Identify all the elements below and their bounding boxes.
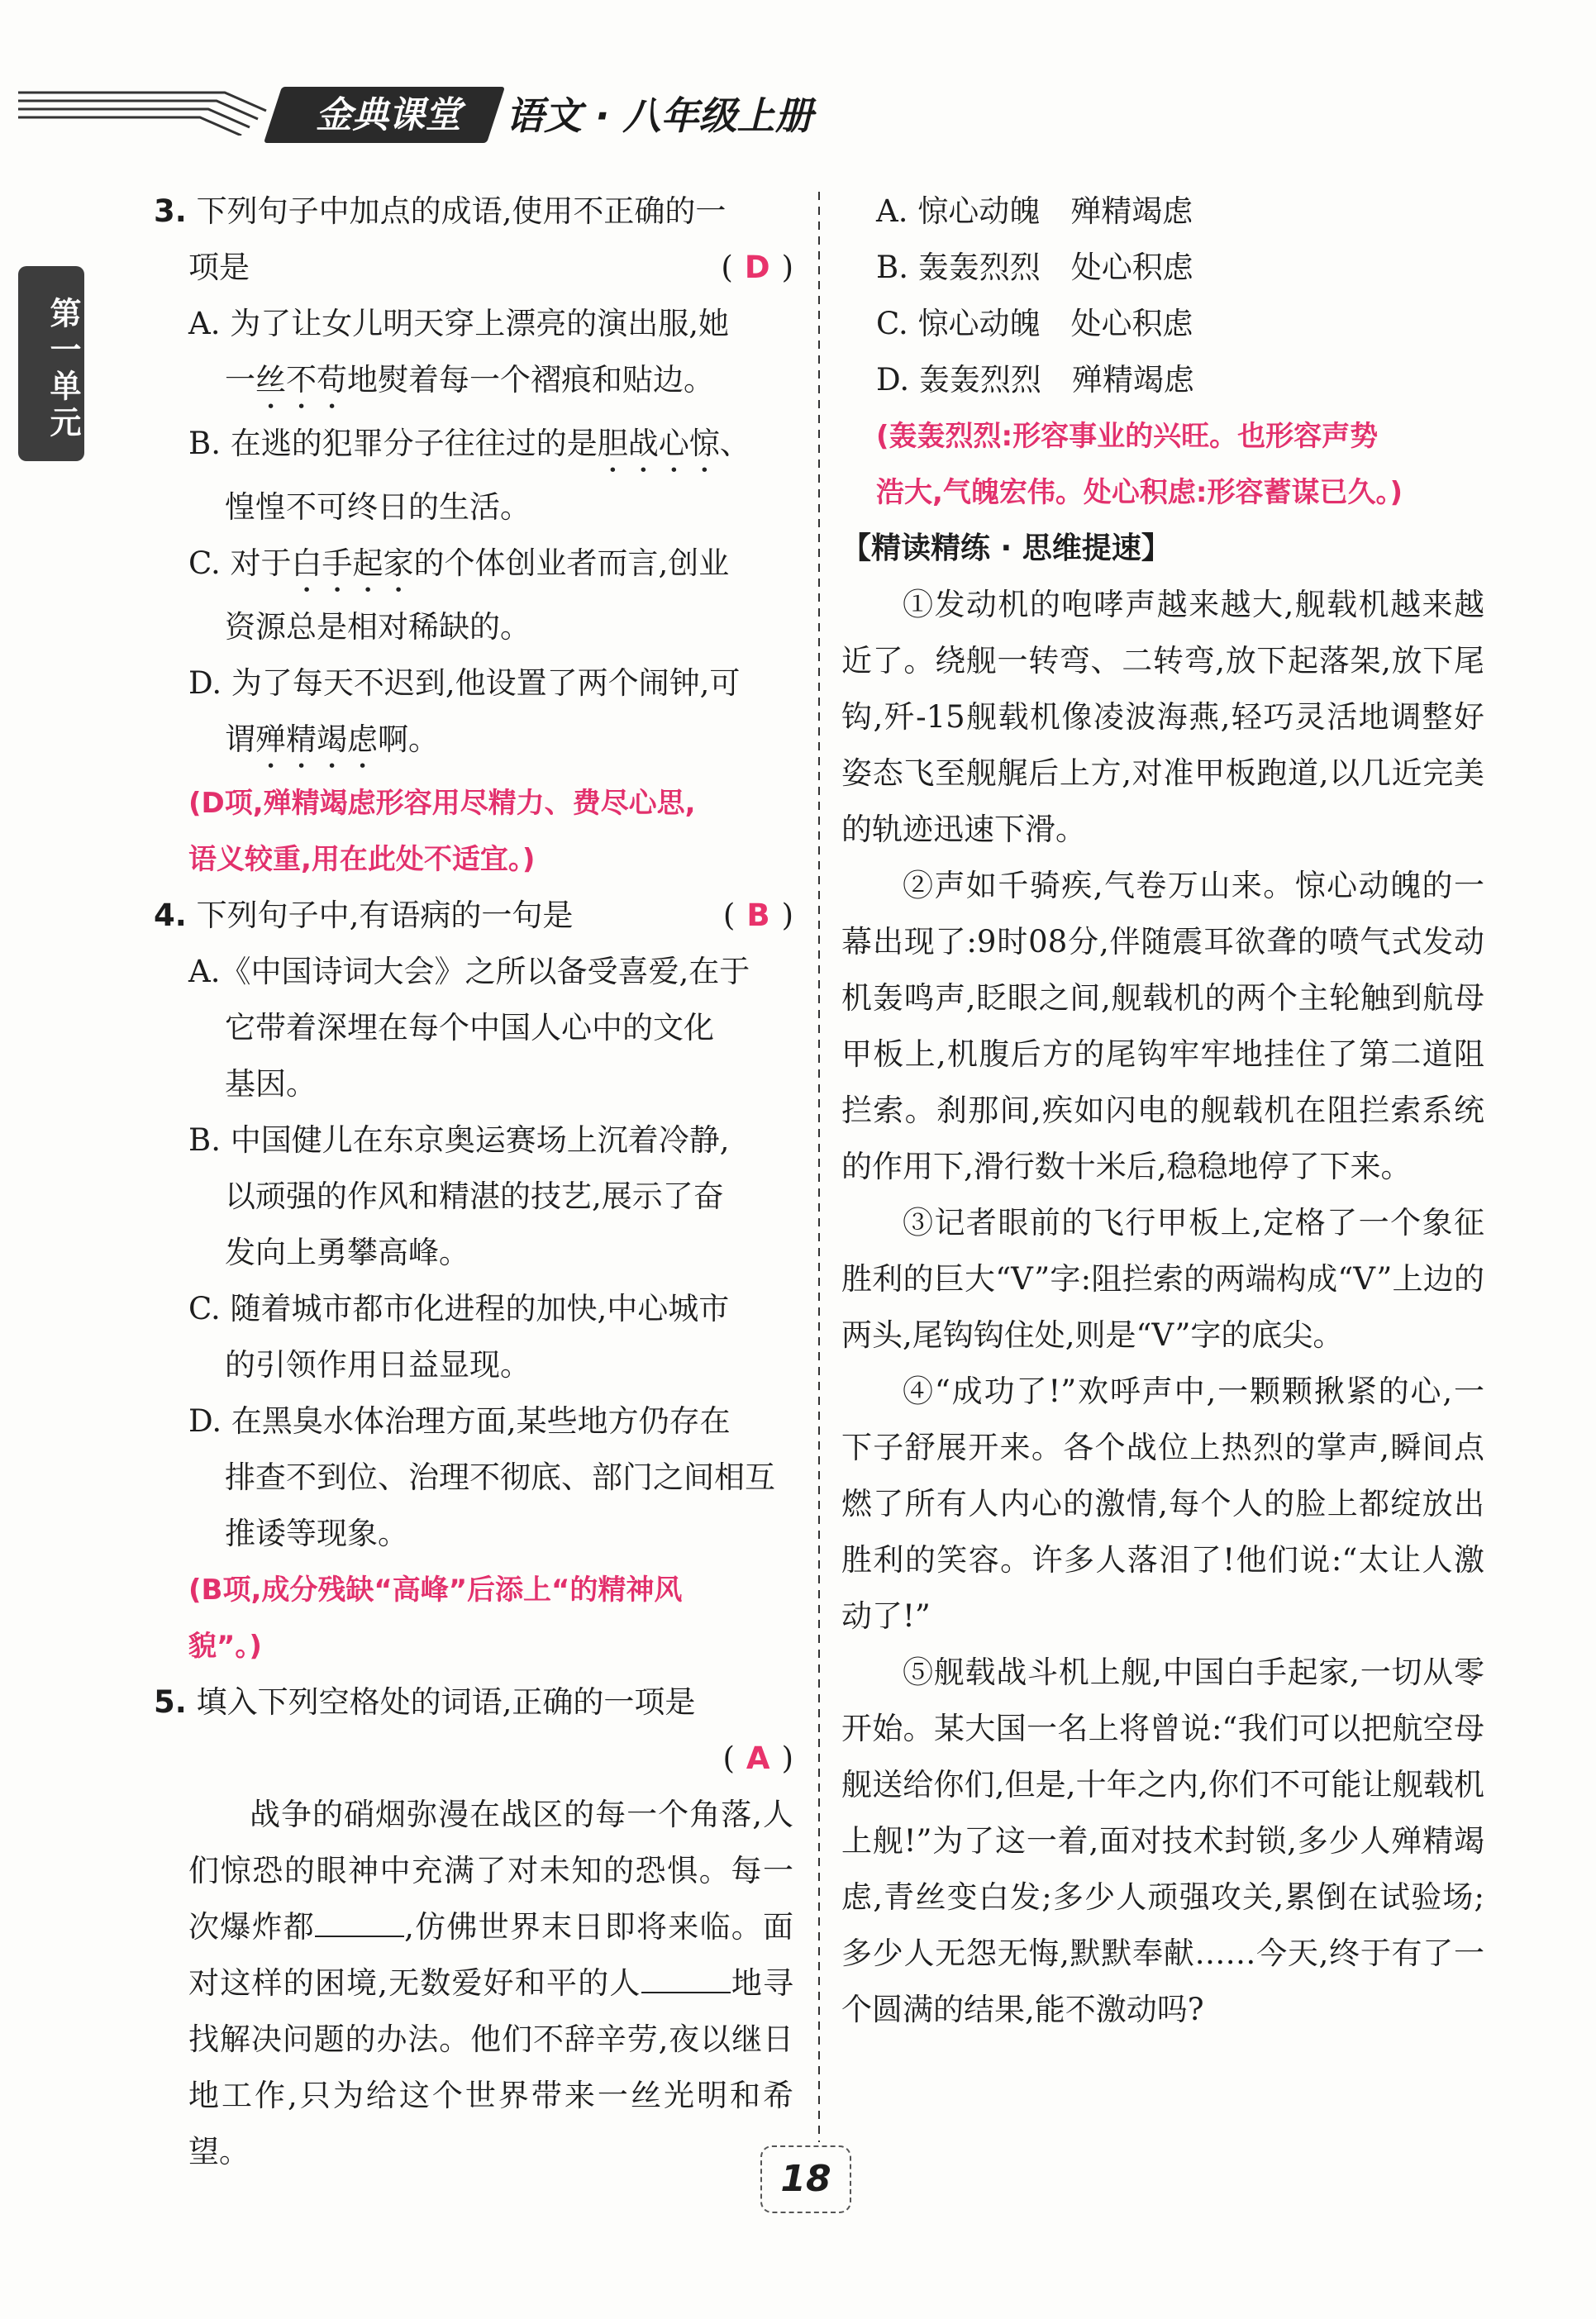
question-number: 4. — [154, 898, 187, 933]
answer-note: (轰轰烈烈:形容事业的兴旺。也形容声势 — [876, 420, 1379, 453]
reading-passage — [841, 577, 1484, 2038]
answer-bracket: ( D ) — [721, 250, 793, 285]
option-b-cont: 以顽强的作风和精湛的技艺,展示了奋 — [225, 1179, 724, 1214]
option-d: D. 轰轰烈烈 殚精竭虑 — [876, 362, 1194, 398]
paragraph-3: ③记者眼前的飞行甲板上,定格了一个象征胜利的巨大“V”字:阻拦索的两端构成“V”上边的两头,尾钩钩住处,则是“V”字的底尖。 — [841, 1205, 1484, 1353]
answer-note: 语义较重,用在此处不适宜。) — [188, 843, 536, 876]
answer-note: (D项,殚精竭虑形容用尽精力、费尽心思, — [188, 787, 696, 820]
option-c: C. 对于白手起家的个体创业者而言,创业 — [188, 545, 730, 581]
option-c-cont: 的引领作用日益显现。 — [225, 1347, 531, 1383]
question-stem: 下列句子中加点的成语,使用不正确的一 — [196, 193, 727, 229]
paragraph-4: ④“成功了!”欢呼声中,一颗颗揪紧的心,一下子舒展开来。各个战位上热烈的掌声,瞬间点燃了所有人内心的激情,每个人的脸上都绽放出胜利的笑容。许多人落泪了!他们说:“太让人激动了!” — [841, 1374, 1484, 1634]
option-c-cont: 资源总是相对稀缺的。 — [225, 609, 531, 645]
answer: D — [744, 250, 770, 285]
page-number: 18 — [760, 2145, 851, 2213]
answer-bracket: ( B ) — [722, 898, 793, 933]
header-title: 语文 · 八年级上册 — [506, 93, 813, 138]
option-a-cont: 一丝不苟地熨着每一个褶痕和贴边。 — [225, 362, 714, 398]
unit-tab: 第一单元 — [18, 266, 84, 461]
header-badge: 金典课堂 — [316, 94, 461, 136]
option-c: C. 惊心动魄 处心积虑 — [876, 306, 1193, 341]
header-decoration-lines — [18, 86, 291, 136]
question-number: 5. — [154, 1684, 187, 1720]
question-stem: 下列句子中,有语病的一句是 — [196, 898, 574, 933]
blank-2 — [641, 1967, 731, 1993]
dotted-idiom: 胆战心惊 — [597, 426, 720, 461]
option-a-cont: 它带着深埋在每个中国人心中的文化 — [225, 1010, 714, 1045]
paragraph-1: ①发动机的咆哮声越来越大,舰载机越来越近了。绕舰一转弯、二转弯,放下起落架,放下尾钩,歼-15舰载机像凌波海燕,轻巧灵活地调整好姿态飞至舰艉后上方,对准甲板跑道,以几近完美的轨迹迅速下滑。 — [841, 587, 1484, 847]
option-c: C. 随着城市都市化进程的加快,中心城市 — [188, 1291, 730, 1326]
option-a-cont: 基因。 — [225, 1066, 317, 1102]
question-3 — [154, 183, 793, 888]
answer: A — [746, 1740, 770, 1776]
column-divider — [812, 192, 826, 2142]
question-4 — [154, 888, 793, 1674]
answer-note: (B项,成分残缺“高峰”后添上“的精神风 — [188, 1574, 683, 1607]
option-a: A.《中国诗词大会》之所以备受喜爱,在于 — [188, 954, 750, 989]
blank-1 — [315, 1911, 404, 1937]
dotted-idiom: 丝不苟 — [255, 362, 347, 398]
option-a: A. 惊心动魄 殚精竭虑 — [876, 193, 1193, 229]
question-5 — [154, 1674, 793, 2180]
dotted-idiom: 殚精竭虑 — [255, 721, 378, 757]
option-d: D. 为了每天不迟到,他设置了两个闹钟,可 — [188, 665, 741, 701]
question-stem: 填入下列空格处的词语,正确的一项是 — [196, 1684, 696, 1720]
fill-blank-passage: 战争的硝烟弥漫在战区的每一个角落,人们惊恐的眼神中充满了对未知的恐惧。每一次爆炸都 ,仿佛世界末日即将来临。面对这样的困境,无数爱好和平的人 地寻找解决问题的办法。他们不辞辛劳,夜以继日地工作,只为给这个世界带来一丝光明和希望。 — [188, 1797, 794, 2169]
option-b: B. 轰轰烈烈 处心积虑 — [876, 250, 1193, 285]
answer-note: 貌”。) — [188, 1630, 262, 1663]
answer: B — [746, 898, 770, 933]
option-b: B. 在逃的犯罪分子往往过的是胆战心惊、 — [188, 426, 750, 461]
section-heading: 【精读精练 · 思维提速】 — [841, 531, 1171, 565]
option-d-cont: 排查不到位、治理不彻底、部门之间相互 — [225, 1459, 775, 1495]
left-column — [154, 183, 793, 2180]
option-d: D. 在黑臭水体治理方面,某些地方仍存在 — [188, 1403, 731, 1439]
option-d-cont: 谓殚精竭虑啊。 — [225, 721, 439, 757]
answer-note: 浩大,气魄宏伟。处心积虑:形容蓄谋已久。) — [876, 476, 1403, 509]
option-b-cont: 惶惶不可终日的生活。 — [225, 489, 531, 525]
paragraph-5: ⑤舰载战斗机上舰,中国白手起家,一切从零开始。某大国一名上将曾说:“我们可以把航空母舰送给你们,但是,十年之内,你们不可能让舰载机上舰!”为了这一着,面对技术封锁,多少人殚精竭虑,青丝变白发;多少人顽强攻关,累倒在试验场;多少人无怨无悔,默默奉献……今天,终于有了一个圆满的结果,能不激动吗? — [841, 1655, 1484, 2027]
option-b-cont: 发向上勇攀高峰。 — [225, 1235, 469, 1270]
right-column — [841, 183, 1484, 2038]
question-number: 3. — [154, 193, 187, 229]
answer-bracket: ( A ) — [722, 1740, 793, 1776]
paragraph-2: ②声如千骑疾,气卷万山来。惊心动魄的一幕出现了:9时08分,伴随震耳欲聋的喷气式发动机轰鸣声,眨眼之间,舰载机的两个主轮触到航母甲板上,机腹后方的尾钩牢牢地挂住了第二道阻拦索。刹那间,疾如闪电的舰载机在阻拦索系统的作用下,滑行数十米后,稳稳地停了下来。 — [841, 868, 1484, 1184]
option-a: A. 为了让女儿明天穿上漂亮的演出服,她 — [188, 306, 730, 341]
option-b: B. 中国健儿在东京奥运赛场上沉着冷静, — [188, 1122, 730, 1158]
dotted-idiom: 白手起家 — [291, 545, 414, 581]
option-d-cont: 推诿等现象。 — [225, 1516, 408, 1551]
question-stem: 项是 — [188, 250, 250, 285]
